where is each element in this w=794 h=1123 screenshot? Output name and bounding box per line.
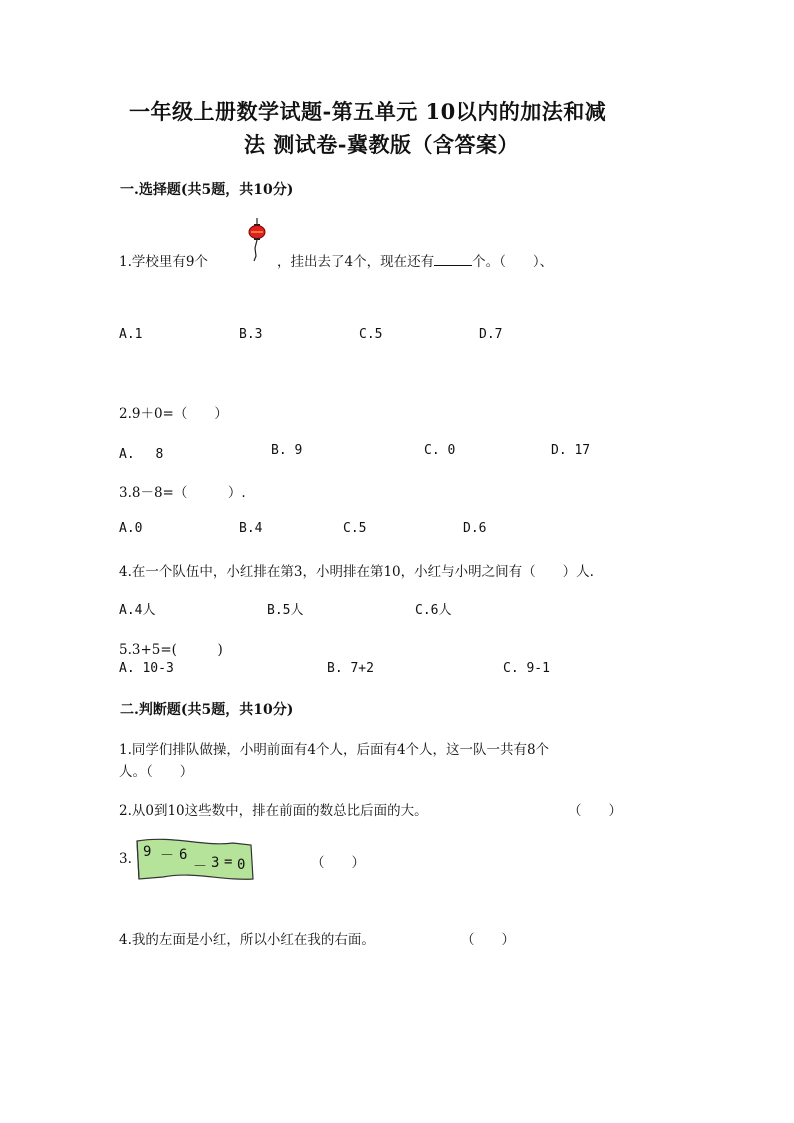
question-1-option-c: C.5 xyxy=(359,327,383,342)
question-1-option-d: D.7 xyxy=(479,327,503,342)
judge-1-line2: 人。（ ） xyxy=(119,764,194,780)
judge-4-text: 4.我的左面是小红，所以小红在我的右面。 xyxy=(119,932,375,948)
question-4-option-a: A.4人 xyxy=(119,603,156,618)
question-4-text: 4.在一个队伍中，小红排在第3，小明排在第10，小红与小明之间有（ ）人. xyxy=(119,564,594,580)
expr-equals: = xyxy=(224,854,233,870)
expr-0: 0 xyxy=(237,857,246,873)
question-2-option-d: D. 17 xyxy=(551,443,591,458)
question-2-option-a: A. 8 xyxy=(119,447,164,462)
question-1-text: ，挂出去了4个，现在还有 个。（ ）、 xyxy=(277,254,554,270)
question-5-option-c: C. 9-1 xyxy=(503,661,550,676)
question-1-option-a: A.1 xyxy=(119,327,143,342)
expr-9: 9 xyxy=(143,844,152,860)
judge-3-paren: （ ） xyxy=(311,855,365,871)
question-5-option-b: B. 7+2 xyxy=(327,661,374,676)
page-title-line1: 一年级上册数学试题-第五单元 10以内的加法和减 xyxy=(129,99,607,124)
question-3-option-d: D.6 xyxy=(463,521,487,536)
question-3-text: 3.8－8=（ ）. xyxy=(119,485,246,501)
expr-minus-1: － xyxy=(160,848,174,864)
expr-3: 3 xyxy=(211,855,220,871)
judge-3-label: 3. xyxy=(119,851,132,867)
question-1-option-b: B.3 xyxy=(239,327,263,342)
question-4-option-c: C.6人 xyxy=(415,603,452,618)
judge-1-line1: 1.同学们排队做操，小明前面有4个人，后面有4个人，这一队一共有8个 xyxy=(119,742,550,758)
page-title-line2: 法 测试卷-冀教版（含答案） xyxy=(244,132,520,157)
judge-2-text: 2.从0到10这些数中，排在前面的数总比后面的大。 xyxy=(119,803,428,819)
equation-banner xyxy=(133,837,257,883)
question-5-text: 5.3+5=( ) xyxy=(119,642,223,658)
lantern-icon xyxy=(245,217,269,263)
question-2-option-b: B. 9 xyxy=(271,443,303,458)
judge-2-paren: （ ） xyxy=(568,803,622,819)
question-2-option-c: C. 0 xyxy=(424,443,456,458)
question-2-text: 2.9＋0=（ ） xyxy=(119,406,228,422)
judge-4-paren: （ ） xyxy=(461,932,515,948)
question-4-option-b: B.5人 xyxy=(267,603,304,618)
expr-minus-2: － xyxy=(193,859,207,875)
question-3-option-c: C.5 xyxy=(343,521,367,536)
question-5-option-a: A. 10-3 xyxy=(119,661,174,676)
answer-blank xyxy=(434,253,472,266)
section-heading-choice: 一.选择题(共5题，共10分) xyxy=(120,182,294,198)
expr-6: 6 xyxy=(179,847,188,863)
question-3-option-b: B.4 xyxy=(239,521,263,536)
section-heading-judgement: 二.判断题(共5题，共10分) xyxy=(120,702,294,718)
question-3-option-a: A.0 xyxy=(119,521,143,536)
question-1-before: 1.学校里有9个 xyxy=(119,254,208,270)
